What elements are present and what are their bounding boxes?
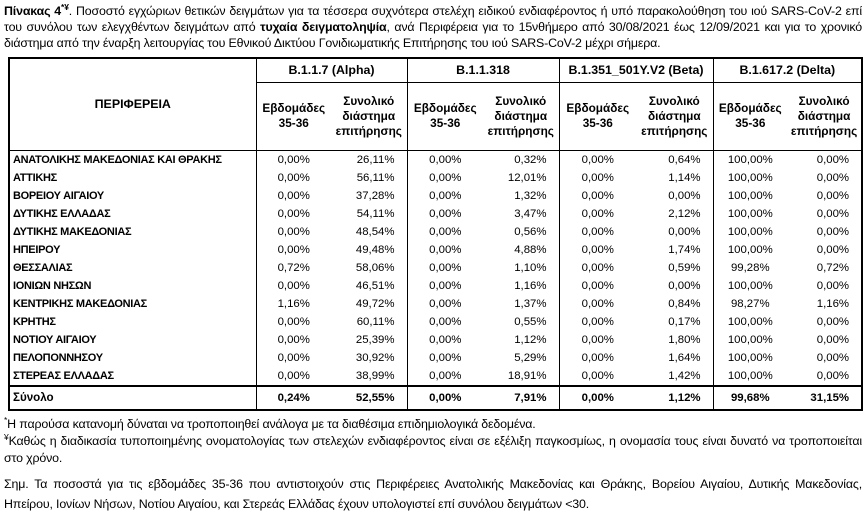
value-cell: 1,16% (256, 295, 331, 313)
value-cell: 0,00% (816, 153, 850, 166)
value-cell: 2,12% (668, 207, 701, 220)
value-cell: 0,00% (559, 349, 636, 367)
value-cell: 0,00% (256, 205, 331, 223)
value-cell: 0,00% (816, 351, 850, 364)
value-cell: 100,00% (713, 349, 787, 367)
value-cell: 0,59% (668, 261, 701, 274)
value-cell: 49,48% (355, 243, 395, 256)
value-cell: 0,00% (559, 313, 636, 331)
value-cell: 0,00% (407, 313, 483, 331)
value-cell: 0,00% (668, 189, 701, 202)
column-subheader-weeks: Εβδομάδες 35-36 (713, 82, 787, 150)
table-row (9, 349, 862, 367)
caption-text-1: . Ποσοστό εγχώριων θετικών δειγμάτων για τα τέσσερα συχνότερα στελέχη ειδικού ενδιαφέροντος ή υπό παρακολούθηση του ιού SARS-CoV-2 επί του συνόλου των ελεγχθέντων δειγμάτων από (4, 4, 862, 35)
table-row (9, 241, 862, 259)
value-cell: 100,00% (713, 150, 787, 169)
value-cell: 0,00% (559, 150, 636, 169)
value-cell: 0,00% (559, 295, 636, 313)
variant-surveillance-table (8, 57, 863, 411)
value-cell: 0,84% (668, 297, 701, 310)
value-cell: 0,00% (407, 295, 483, 313)
value-cell: 100,00% (713, 331, 787, 349)
value-cell: 0,00% (256, 367, 331, 386)
value-cell: 99,28% (713, 259, 787, 277)
value-cell: 0,00% (407, 169, 483, 187)
column-header-variant-beta: B.1.351_501Y.V2 (Beta) (559, 58, 713, 83)
value-cell: 1,12% (514, 333, 547, 346)
value-cell: 100,00% (713, 241, 787, 259)
value-cell: 0,00% (256, 331, 331, 349)
value-cell: 0,00% (816, 243, 850, 256)
table-caption (4, 3, 862, 52)
value-cell: 0,00% (816, 315, 850, 328)
value-cell: 0,00% (407, 259, 483, 277)
value-cell: 0,00% (407, 367, 483, 386)
value-cell: 1,64% (668, 351, 701, 364)
caption-footnote-markers: *¥ (61, 1, 69, 12)
table-row (9, 331, 862, 349)
table-row (9, 187, 862, 205)
table-row (9, 223, 862, 241)
total-value-cell: 99,68% (713, 386, 787, 410)
footnote-text: Σημ. Τα ποσοστά για τις εβδομάδες 35-36 που αντιστοιχούν στις Περιφέρειες Ανατολικής Μακεδονίας και Θράκης, Βορείου Αιγαίου, Δυτικής Μακεδονίας, Ηπείρου, Ιονίων Νήσων, Νοτίου Αιγαίου, και Στερεάς Ελλάδας έχουν υπολογιστεί επί συνόλου δειγμάτων <30. (4, 476, 862, 511)
column-subheader-weeks: Εβδομάδες 35-36 (407, 82, 483, 150)
column-header-variant-b11318: B.1.1.318 (407, 58, 559, 83)
value-cell: 1,37% (514, 297, 547, 310)
value-cell: 100,00% (713, 313, 787, 331)
value-cell: 18,91% (507, 369, 547, 382)
value-cell: 0,00% (559, 223, 636, 241)
value-cell: 38,99% (355, 369, 395, 382)
region-name: ΘΕΣΣΑΛΙΑΣ (9, 259, 256, 277)
total-value-cell: 0,24% (256, 386, 331, 410)
table-row (9, 205, 862, 223)
value-cell: 30,92% (355, 351, 395, 364)
value-cell: 25,39% (355, 333, 395, 346)
value-cell: 60,11% (356, 315, 395, 328)
footnote-nomenclature (4, 433, 862, 468)
value-cell: 0,00% (559, 331, 636, 349)
footnote-text: Καθώς η διαδικασία τυποποιημένης ονοματολογίας των στελεχών ενδιαφέροντος είναι σε εξέλιξη παγκοσμίως, η ονομασία τους είναι δυνατό να τροποποιείται στο χρόνο. (4, 433, 862, 466)
value-cell: 0,00% (559, 241, 636, 259)
footnote-text: Η παρούσα κατανομή δύναται να τροποποιηθεί ανάλογα με τα διαθέσιμα επιδημιολογικά δεδομένα. (7, 416, 536, 431)
value-cell: 0,55% (514, 315, 547, 328)
table-footer (9, 386, 862, 410)
column-subheader-weeks: Εβδομάδες 35-36 (559, 82, 636, 150)
value-cell: 0,17% (668, 315, 701, 328)
value-cell: 46,51% (355, 279, 395, 292)
value-cell: 0,00% (407, 331, 483, 349)
value-cell: 1,32% (514, 189, 547, 202)
value-cell: 100,00% (713, 169, 787, 187)
variant-header-row (9, 58, 862, 83)
value-cell: 0,00% (816, 225, 850, 238)
column-header-variant-delta: B.1.617.2 (Delta) (713, 58, 862, 83)
value-cell: 0,00% (256, 313, 331, 331)
table-row (9, 313, 862, 331)
table-header (9, 58, 862, 151)
total-value-cell: 1,12% (636, 386, 713, 410)
value-cell: 12,01% (507, 171, 547, 184)
table-row (9, 367, 862, 386)
value-cell: 37,28% (355, 189, 395, 202)
value-cell: 0,00% (816, 171, 850, 184)
value-cell: 100,00% (713, 187, 787, 205)
value-cell: 0,00% (816, 189, 850, 202)
value-cell: 48,54% (355, 225, 395, 238)
value-cell: 0,00% (407, 241, 483, 259)
column-header-variant-alpha: B.1.1.7 (Alpha) (256, 58, 407, 83)
value-cell: 0,00% (559, 169, 636, 187)
value-cell: 0,00% (668, 279, 701, 292)
value-cell: 0,00% (256, 241, 331, 259)
total-label: Σύνολο (9, 386, 256, 410)
value-cell: 0,00% (256, 223, 331, 241)
value-cell: 3,47% (514, 207, 547, 220)
region-name: ΗΠΕΙΡΟΥ (9, 241, 256, 259)
region-name: ΚΡΗΤΗΣ (9, 313, 256, 331)
table-row (9, 150, 862, 169)
value-cell: 0,00% (816, 333, 850, 346)
column-subheader-period: Συνολικό διάστημα επιτήρησης (331, 82, 407, 150)
footnote-marker: ¥ (4, 431, 9, 442)
total-value-cell: 31,15% (787, 386, 862, 410)
value-cell: 1,74% (668, 243, 701, 256)
total-value-cell: 7,91% (483, 386, 559, 410)
table-row (9, 169, 862, 187)
region-name: ΑΤΤΙΚΗΣ (9, 169, 256, 187)
column-subheader-period: Συνολικό διάστημα επιτήρησης (636, 82, 713, 150)
region-name: ΣΤΕΡΕΑΣ ΕΛΛΑΔΑΣ (9, 367, 256, 386)
value-cell: 100,00% (713, 367, 787, 386)
value-cell: 56,11% (356, 171, 395, 184)
value-cell: 0,00% (407, 205, 483, 223)
column-subheader-period: Συνολικό διάστημα επιτήρησης (483, 82, 559, 150)
value-cell: 0,00% (559, 205, 636, 223)
value-cell: 100,00% (713, 223, 787, 241)
value-cell: 0,00% (816, 207, 850, 220)
value-cell: 0,00% (668, 225, 701, 238)
value-cell: 0,00% (407, 223, 483, 241)
value-cell: 1,14% (668, 171, 701, 184)
value-cell: 0,00% (256, 349, 331, 367)
value-cell: 58,06% (355, 261, 395, 274)
value-cell: 1,16% (514, 279, 547, 292)
value-cell: 0,00% (407, 150, 483, 169)
value-cell: 0,56% (514, 225, 547, 238)
value-cell: 1,80% (668, 333, 701, 346)
caption-bold-phrase: τυχαία δειγματοληψία (260, 20, 387, 35)
column-subheader-period: Συνολικό διάστημα επιτήρησης (787, 82, 862, 150)
region-name: ΠΕΛΟΠΟΝΝΗΣΟΥ (9, 349, 256, 367)
footnote-distribution (4, 416, 862, 433)
value-cell: 100,00% (713, 277, 787, 295)
region-name: ΚΕΝΤΡΙΚΗΣ ΜΑΚΕΔΟΝΙΑΣ (9, 295, 256, 313)
table-row (9, 259, 862, 277)
table-body (9, 150, 862, 386)
value-cell: 0,64% (668, 153, 701, 166)
value-cell: 0,00% (407, 277, 483, 295)
value-cell: 0,00% (256, 150, 331, 169)
value-cell: 0,00% (816, 369, 850, 382)
total-value-cell: 0,00% (407, 386, 483, 410)
region-name: ΔΥΤΙΚΗΣ ΕΛΛΑΔΑΣ (9, 205, 256, 223)
caption-number: Πίνακας 4 (4, 4, 62, 18)
value-cell: 0,72% (256, 259, 331, 277)
column-header-region: ΠΕΡΙΦΕΡΕΙΑ (9, 58, 256, 151)
footnote-note-samples (4, 474, 862, 515)
footnote-marker: * (4, 414, 8, 425)
total-value-cell: 0,00% (559, 386, 636, 410)
total-value-cell: 52,55% (331, 386, 407, 410)
value-cell: 0,00% (559, 367, 636, 386)
caption-text-2: , ανά Περιφέρεια για το 15νθήμερο από 30/08/2021 έως 12/09/2021 και για το χρονικό διάστημα από την έναρξη λειτουργίας του Εθνικού Δικτύου Γονιδιωματικής Επιτήρησης του ιού SARS-CoV-2 μέχρι σήμερα. (4, 20, 862, 51)
region-name: ΝΟΤΙΟΥ ΑΙΓΑΙΟΥ (9, 331, 256, 349)
total-row (9, 386, 862, 410)
value-cell: 0,32% (514, 153, 547, 166)
table-row (9, 295, 862, 313)
value-cell: 54,11% (356, 207, 395, 220)
value-cell: 1,42% (668, 369, 701, 382)
value-cell: 0,00% (559, 277, 636, 295)
value-cell: 5,29% (514, 351, 547, 364)
value-cell: 0,00% (407, 349, 483, 367)
value-cell: 0,00% (559, 187, 636, 205)
region-name: ΑΝΑΤΟΛΙΚΗΣ ΜΑΚΕΔΟΝΙΑΣ ΚΑΙ ΘΡΑΚΗΣ (9, 150, 256, 169)
region-name: ΙΟΝΙΩΝ ΝΗΣΩΝ (9, 277, 256, 295)
value-cell: 0,00% (256, 187, 331, 205)
value-cell: 4,88% (514, 243, 547, 256)
value-cell: 0,00% (816, 279, 850, 292)
value-cell: 49,72% (355, 297, 395, 310)
value-cell: 1,16% (816, 297, 850, 310)
region-name: ΒΟΡΕΙΟΥ ΑΙΓΑΙΟΥ (9, 187, 256, 205)
value-cell: 100,00% (713, 205, 787, 223)
footnotes-section (4, 416, 862, 515)
value-cell: 1,10% (514, 261, 547, 274)
value-cell: 0,00% (559, 259, 636, 277)
value-cell: 0,00% (407, 187, 483, 205)
region-name: ΔΥΤΙΚΗΣ ΜΑΚΕΔΟΝΙΑΣ (9, 223, 256, 241)
value-cell: 98,27% (713, 295, 787, 313)
value-cell: 26,11% (356, 153, 395, 166)
table-row (9, 277, 862, 295)
column-subheader-weeks: Εβδομάδες 35-36 (256, 82, 331, 150)
value-cell: 0,00% (256, 277, 331, 295)
value-cell: 0,72% (816, 261, 850, 274)
value-cell: 0,00% (256, 169, 331, 187)
